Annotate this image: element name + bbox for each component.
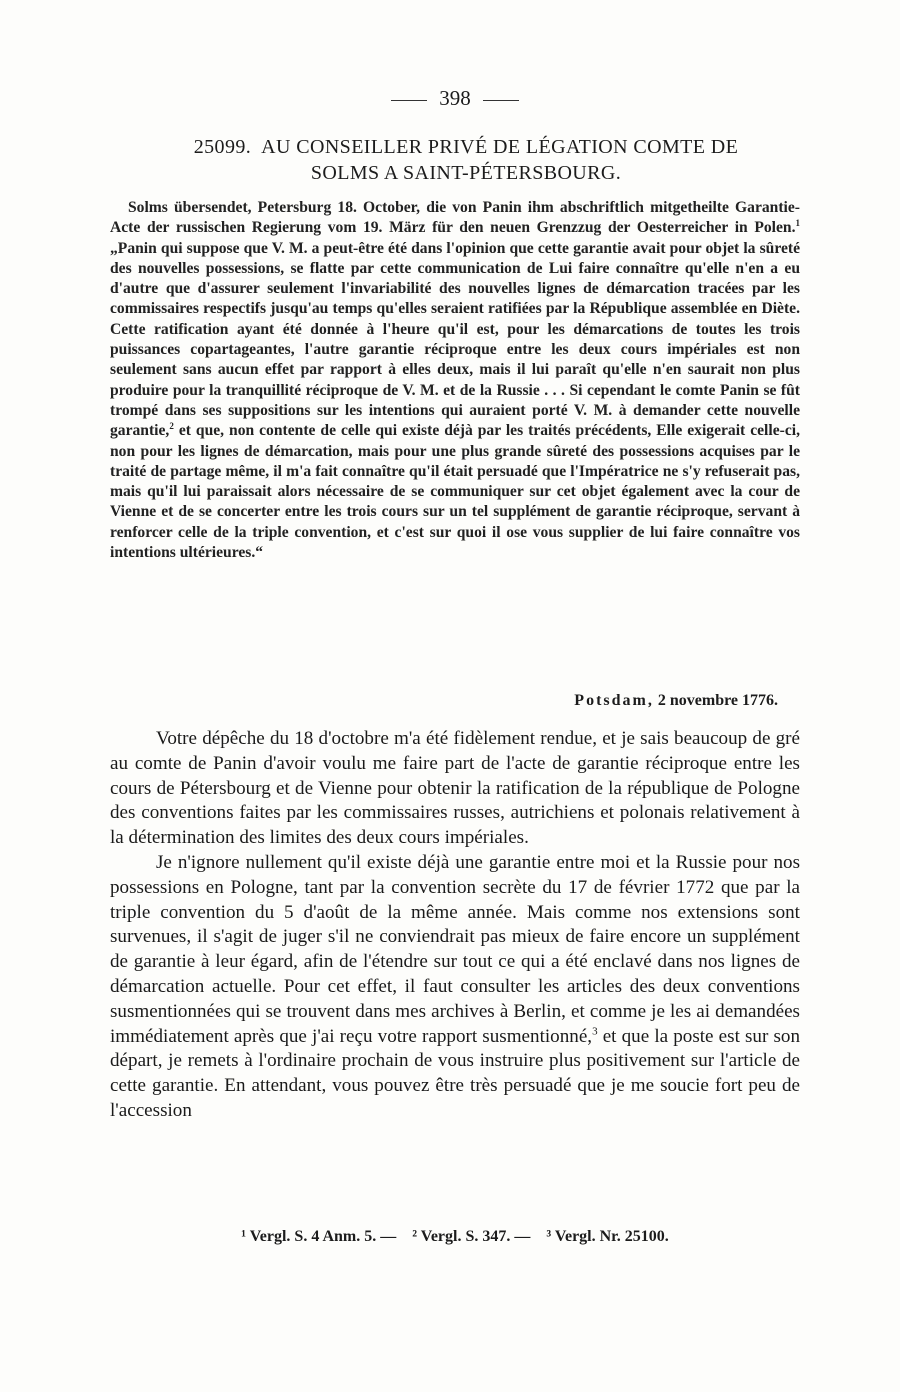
page-number-left-rule	[391, 100, 427, 101]
footnote-2: ² Vergl. S. 347. —	[412, 1228, 531, 1245]
letter-paragraph-2-text-1: Je n'ignore nullement qu'il existe déjà une garantie entre moi et la Russie pour nos possessions en Pologne, tant par la convention secrète du 17 de février 1772 que par la triple convention du 5 d'août de la même année. Mais comme nos extensions sont survenues, il s'agit de juger s'il ne conviendrait pas mieux de faire encore un supplément de garantie à leur égard, afin de l'étendre sur tout ce qui a été enclavé dans nos lignes de démarcation actuelle. Pour cet effet, il faut consulter les articles des deux conventions susmentionnées qui se trouvent dans mes archives à Berlin, et comme je les ai demandées immédiatement après que j'ai reçu votre rapport susmentionné,	[110, 851, 800, 1047]
heading-title-line-2: SOLMS A SAINT-PÉTERSBOURG.	[310, 162, 622, 184]
letter-paragraph-2-text-2: et que la poste est sur son départ, je remets à l'ordinaire prochain de vous instruire plus positivement sur l'article de cette garantie. En attendant, vous pouvez être très persuadé que je me soucie fort peu de l'accession	[110, 1025, 800, 1121]
letter-paragraph-2	[110, 851, 800, 1124]
dateline	[574, 692, 778, 710]
letter-number: 25099.	[193, 136, 252, 158]
editorial-summary	[110, 198, 800, 563]
letter-body	[110, 727, 800, 1124]
page-number	[110, 86, 800, 111]
summary-text-1: Solms übersendet, Petersburg 18. October, die von Panin ihm abschriftlich mitgetheilte Garantie-Acte der russischen Regierung vom 19. März für den neuen Grenzzug der Oesterreicher in Polen.	[110, 199, 800, 237]
footnote-ref-3: 3	[592, 1025, 598, 1038]
page-number-right-rule	[483, 100, 519, 101]
page-number-text: 398	[439, 86, 471, 110]
heading-title-line-1: AU CONSEILLER PRIVÉ DE LÉGATION COMTE DE	[261, 136, 739, 158]
letter-paragraph-1: Votre dépêche du 18 d'octobre m'a été fidèlement rendue, et je sais beaucoup de gré au comte de Panin d'avoir voulu me faire part de l'acte de garantie réciproque entre les cours de Pétersbourg et de Vienne pour obtenir la ratification de la république de Pologne des conventions faites par les commissaires russes, autrichiens et polonais relativement à la détermination des limites des deux cours impériales.	[110, 728, 800, 849]
dateline-place: Potsdam,	[574, 692, 654, 709]
footnote-ref-1: 1	[795, 218, 800, 229]
dateline-date: 2 novembre 1776.	[657, 692, 778, 709]
footnote-ref-2: 2	[169, 421, 174, 432]
letter-heading	[126, 134, 806, 186]
footnote-3: ³ Vergl. Nr. 25100.	[546, 1228, 669, 1245]
summary-text-2: „Panin qui suppose que V. M. a peut-être été dans l'opinion que cette garantie avait pour objet la sûreté des nouvelles possessions, se flatte par cette communication de Lui faire connaître qu'elle n'en a eu d'autre que d'assurer seulement l'invariabilité des nouvelles lignes de démarcation tracées par les commissaires respectifs jusqu'au temps qu'elles seraient ratifiées par la République assemblée en Diète. Cette ratification ayant été donnée à l'heure qu'il est, pour les démarcations de toutes les trois puissances copartageantes, l'autre garantie réciproque entre les deux cours impériales est non seulement sans aucun effet par rapport à elles deux, mais il lui paraît qu'elle n'en saurait non plus produire pour la tranquillité réciproque de V. M. et de la Russie . . . Si cependant le comte Panin se fût trompé dans ses suppositions sur les intentions qui auraient porté V. M. à demander cette nouvelle garantie,	[110, 239, 800, 440]
heading-line-1	[126, 134, 806, 160]
summary-text-3: et que, non contente de celle qui existe déjà par les traités précédents, Elle exigerait celle-ci, non pour les lignes de démarcation, mais pour une plus grande sûreté des possessions acquises par le traité de partage même, il m'a fait connaître qu'il était persuadé que l'Impératrice ne s'y refuserait pas, mais qu'il lui paraissait alors nécessaire de se communiquer sur cet objet également avec la cour de Vienne et de se concerter entre les trois cours sur un tel supplément de garantie réciproque, servant à renforcer celle de la triple convention, et c'est sur quoi il ose vous supplier de lui faire connaître vos intentions ultérieures.“	[110, 422, 800, 562]
footnotes	[110, 1228, 800, 1246]
footnote-1: ¹ Vergl. S. 4 Anm. 5. —	[241, 1228, 397, 1245]
